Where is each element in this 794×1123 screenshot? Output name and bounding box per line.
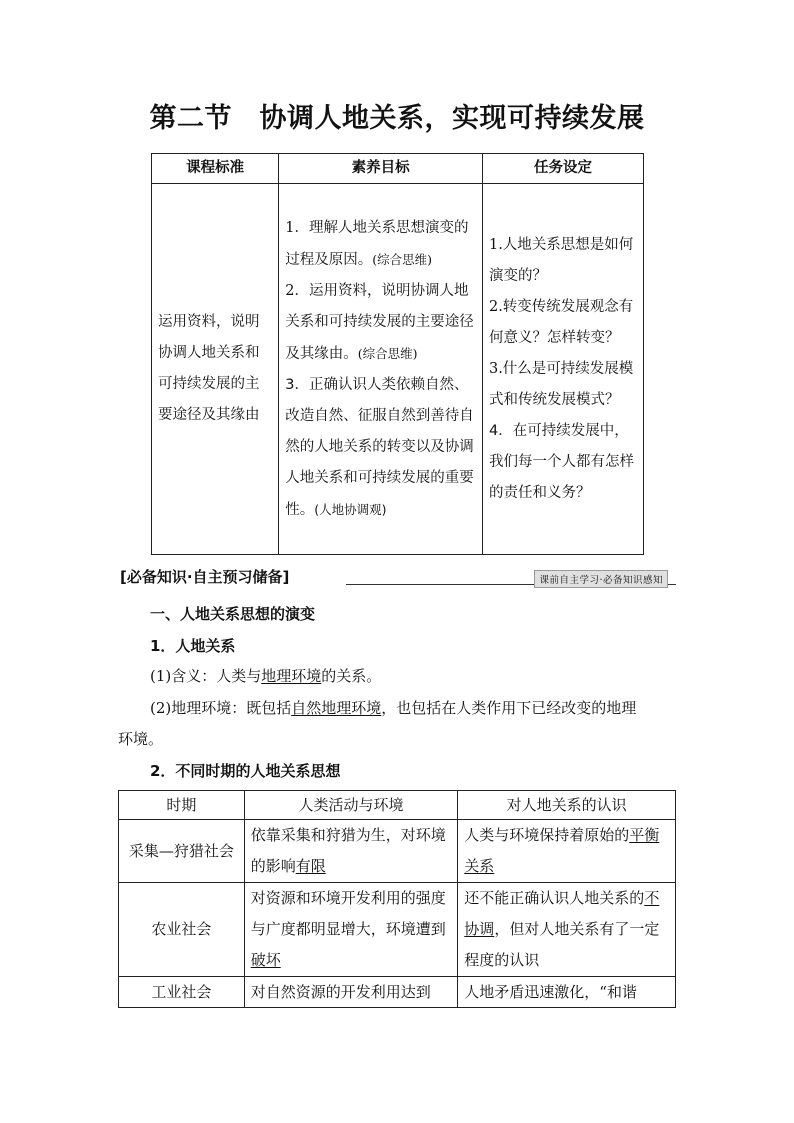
underlined-term: 平衡关系 [464, 826, 660, 875]
underlined-term: 有限 [295, 857, 326, 875]
section-label: [必备知识·自主预习储备] [120, 568, 290, 586]
view-cell: 人地矛盾迅速激化，“和谐 [458, 977, 676, 1008]
heading-1: 一、人地关系思想的演变 [150, 605, 316, 623]
text: 还不能正确认识人地关系的 [464, 889, 645, 907]
text: 的关系。 [321, 667, 382, 685]
table-row [152, 184, 644, 555]
standards-table [151, 153, 644, 555]
text: (1)含义：人类与 [150, 667, 262, 685]
text: ，也包括在人类作用下已经改变的地理 [381, 699, 637, 717]
task-item: 4．在可持续发展中，我们每一个人都有怎样的责任和义务？ [488, 422, 634, 501]
goal-tag: (综合思维) [357, 345, 418, 361]
text: 依靠采集和狩猎为生，对环境的影响 [250, 826, 446, 875]
period-cell: 农业社会 [119, 883, 245, 977]
activity-cell: 对自然资源的开发利用达到 [244, 977, 458, 1008]
goal-item: 2．运用资料，说明协调人地关系和可持续发展的主要途径及其缘由。 [285, 282, 474, 362]
header-cell: 任务设定 [482, 154, 643, 184]
table-row [119, 977, 676, 1008]
underlined-term: 破坏 [250, 951, 281, 969]
paragraph-continuation: 环境。 [118, 730, 164, 748]
header-cell: 人类活动与环境 [244, 791, 458, 820]
goal-tag: (人地协调观) [314, 501, 387, 517]
table-header-row [119, 791, 676, 820]
view-cell [458, 820, 676, 883]
table-row [119, 820, 676, 883]
paragraph [150, 698, 680, 718]
tasks-cell [482, 184, 643, 555]
goal-tag: (综合思维) [372, 251, 433, 267]
goal-item: 3．正确认识人类依赖自然、改造自然、征服自然到善待自然的人地关系的转变以及协调人地关系和可持续发展的重要性。 [285, 376, 474, 518]
task-item: 3.什么是可持续发展模式和传统发展模式？ [488, 360, 634, 408]
view-cell [458, 883, 676, 977]
paragraph [150, 666, 381, 686]
text: (2)地理环境：既包括 [150, 699, 292, 717]
period-cell: 采集—狩猎社会 [119, 820, 245, 883]
activity-cell [244, 883, 458, 977]
section-bar [120, 564, 676, 590]
task-item: 1.人地关系思想是如何演变的？ [488, 236, 634, 284]
periods-table [118, 790, 676, 1008]
header-cell: 课程标准 [152, 154, 279, 184]
underlined-term: 地理环境 [261, 667, 322, 685]
table-header-row [152, 154, 644, 184]
goals-cell [279, 184, 483, 555]
heading-2: 1．人地关系 [150, 637, 236, 655]
header-cell: 对人地关系的认识 [458, 791, 676, 820]
section-tag: 课前自主学习·必备知识感知 [534, 570, 668, 588]
task-item: 2.转变传统发展观念有何意义？怎样转变？ [488, 298, 634, 346]
activity-cell [244, 820, 458, 883]
text: ，但对人地关系有了一定程度的认识 [464, 920, 660, 969]
period-cell: 工业社会 [119, 977, 245, 1008]
header-cell: 素养目标 [279, 154, 483, 184]
header-cell: 时期 [119, 791, 245, 820]
underlined-term: 不协调 [464, 889, 660, 938]
text: 人类与环境保持着原始的 [464, 826, 630, 844]
underlined-term: 自然地理环境 [291, 699, 382, 717]
heading-3: 2．不同时期的人地关系思想 [150, 762, 341, 780]
page-title: 第二节 协调人地关系，实现可持续发展 [149, 103, 645, 134]
table-row [119, 883, 676, 977]
text: 对资源和环境开发利用的强度与广度都明显增大，环境遭到 [250, 889, 446, 938]
standard-cell: 运用资料，说明协调人地关系和可持续发展的主要途径及其缘由 [152, 184, 279, 555]
goal-item: 1．理解人地关系思想演变的过程及原因。 [285, 219, 469, 268]
